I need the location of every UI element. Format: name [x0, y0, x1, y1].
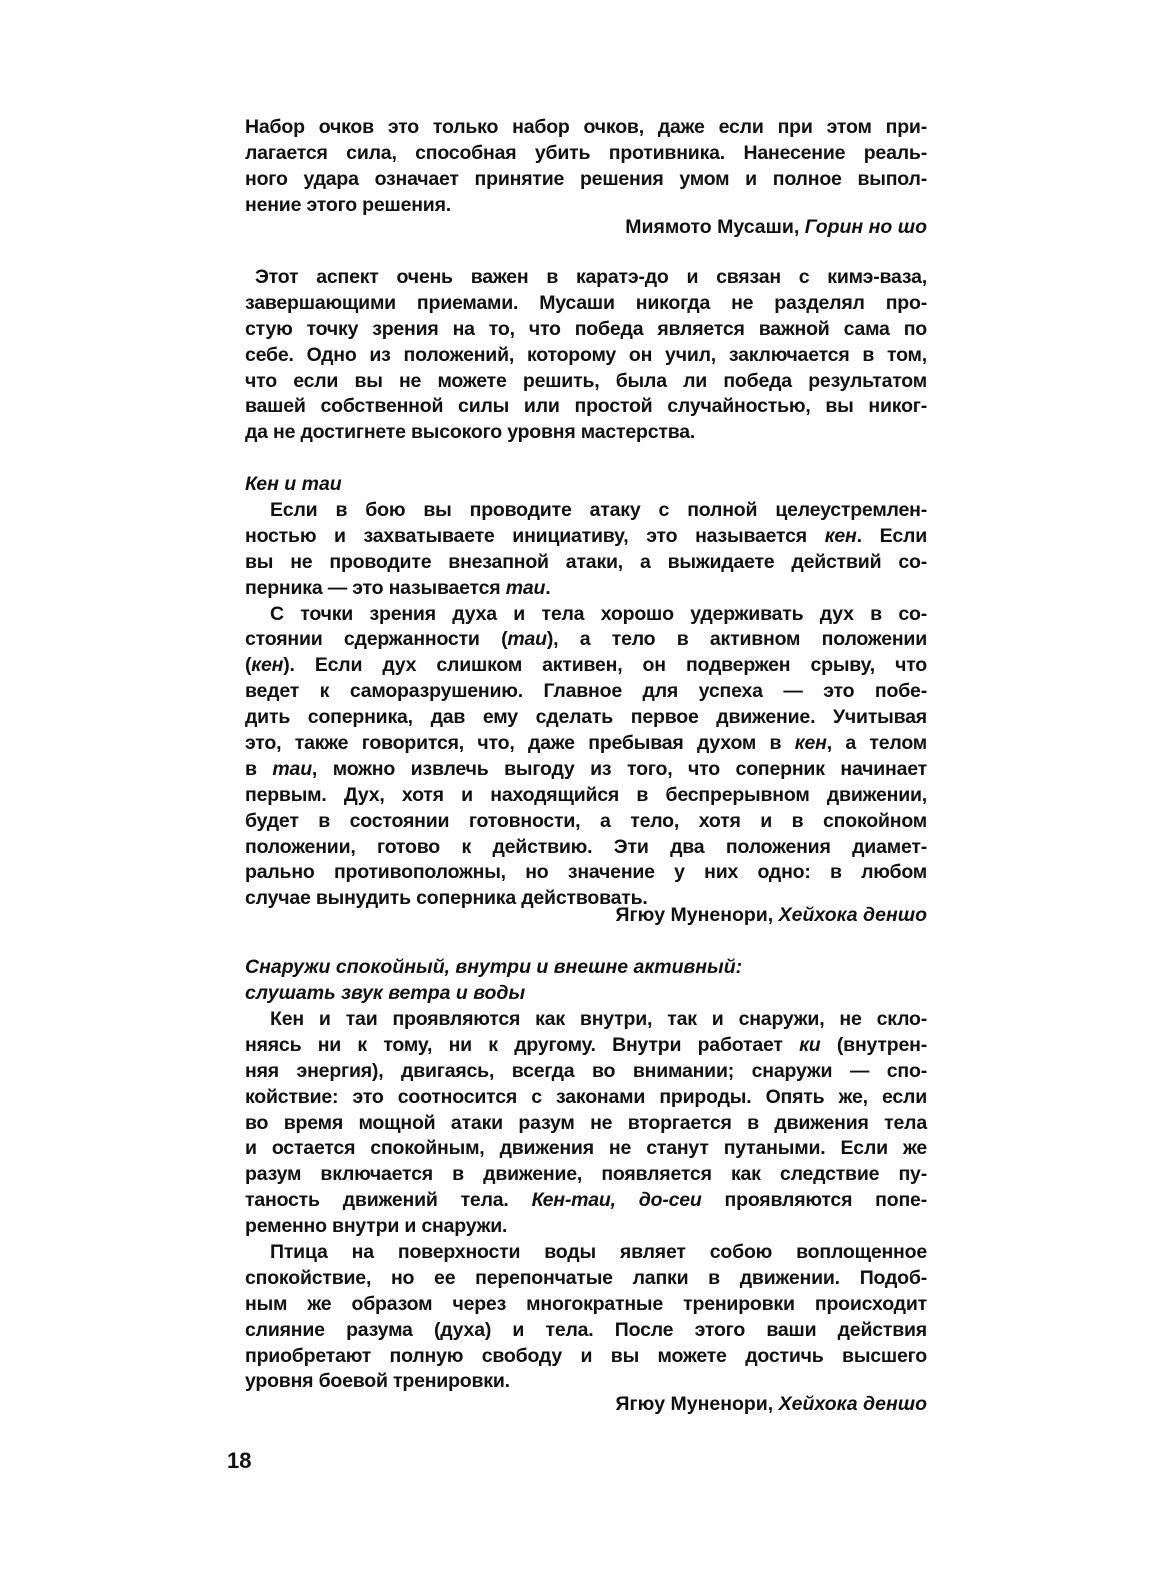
- text-segment: С точки зрения духа и тела хорошо удерживать дух в со-: [270, 602, 927, 625]
- author: Ягюу Муненори,: [615, 904, 779, 926]
- text-line: [245, 115, 927, 141]
- text-segment: , можно извлечь выгоду из того, что соперник начинает: [311, 757, 927, 780]
- text-segment: , а телом: [826, 732, 927, 755]
- text-line: [245, 1136, 927, 1162]
- text-segment: Этот аспект очень важен в каратэ-до и связан с кимэ-ваза,: [255, 266, 927, 288]
- text-segment: няя энергия), двигаясь, всегда во внимании; снаружи — спо-: [245, 1059, 927, 1082]
- text-segment: рально противоположны, но значение у них одно: в любом: [245, 861, 927, 884]
- text-segment: приобретают полную свободу и вы можете достичь высшего: [245, 1344, 927, 1367]
- text-line: [245, 141, 927, 167]
- text-line: [245, 1344, 927, 1370]
- text-line: [245, 369, 927, 395]
- text-line: [245, 1007, 927, 1033]
- italic-term: кен: [251, 654, 284, 677]
- text-segment: Птица на поверхности воды являет собою воплощенное: [270, 1241, 927, 1264]
- text-segment: в: [245, 757, 273, 780]
- text-segment: Набор очков это только набор очков, даже если при этом при-: [245, 116, 927, 138]
- text-segment: и остается спокойным, движения не станут путаными. Если же: [245, 1137, 927, 1160]
- italic-term: Кен-таи, до-сеи: [531, 1189, 702, 1212]
- text-segment: слушать звук ветра и воды: [245, 981, 526, 1004]
- text-segment: ведет к саморазрушению. Главное для успеха — это побе-: [245, 680, 927, 703]
- text-segment: (внутрен-: [820, 1033, 927, 1056]
- text-line: [245, 731, 927, 757]
- text-segment: завершающими приемами. Мусаши никогда не разделял про-: [245, 291, 927, 314]
- text-line: [245, 1111, 927, 1137]
- text-segment: будет в состоянии готовности, а тело, хотя и в спокойном: [245, 809, 927, 832]
- text-line: [245, 981, 742, 1007]
- epigraph-attribution: [625, 216, 927, 239]
- text-segment: вы не проводите внезапной атаки, а выжидаете действий со-: [245, 550, 927, 573]
- text-line: [245, 835, 927, 861]
- text-segment: таность движений тела.: [245, 1189, 532, 1212]
- text-segment: себе. Одно из положений, которому он учил, заключается в том,: [245, 343, 927, 366]
- text-segment: Если в бою вы проводите атаку с полной целеустремлен-: [270, 499, 927, 521]
- text-line: [245, 576, 927, 602]
- text-line: [245, 783, 927, 809]
- italic-term: таи: [507, 628, 547, 651]
- text-line: [245, 317, 927, 343]
- epigraph: [245, 115, 927, 219]
- text-line: [245, 757, 927, 783]
- text-line: [245, 420, 927, 446]
- text-line: [245, 1292, 927, 1318]
- text-line: [245, 291, 927, 317]
- text-segment: ного удара означает принятие решения умом и полное выпол-: [245, 167, 927, 190]
- text-segment: это, также говорится, что, даже пребывая духом в: [245, 732, 795, 755]
- text-line: [245, 193, 927, 219]
- text-segment: перника — это называется: [245, 576, 506, 599]
- text-line: [245, 167, 927, 193]
- section-body: [245, 1007, 927, 1395]
- text-segment: няясь ни к тому, ни к другому. Внутри работает: [245, 1033, 800, 1056]
- source-title: Хейхока деншо: [778, 1393, 927, 1415]
- source-title: Горин но шо: [804, 216, 927, 238]
- text-segment: койствие: это соотносится с законами природы. Опять же, если: [245, 1085, 927, 1108]
- text-line: [245, 1266, 927, 1292]
- text-line: [245, 679, 927, 705]
- text-segment: . Если: [856, 524, 927, 547]
- italic-term: таи: [505, 576, 546, 599]
- text-line: [245, 394, 927, 420]
- text-segment: нение этого решения.: [245, 193, 451, 216]
- text-segment: положении, готово к действию. Эти два положения диамет-: [245, 835, 927, 858]
- italic-term: кен: [794, 732, 827, 755]
- text-line: [245, 1033, 927, 1059]
- text-segment: .: [545, 576, 551, 599]
- text-line: [245, 809, 927, 835]
- text-segment: ным же образом через многократные тренировки происходит: [245, 1292, 927, 1315]
- text-segment: во время мощной атаки разум не вторгается в движения тела: [245, 1111, 927, 1134]
- page-number: 18: [227, 1448, 252, 1473]
- text-line: [245, 860, 927, 886]
- text-line: [245, 472, 342, 498]
- text-segment: стую точку зрения на то, что победа является важной сама по: [245, 317, 927, 340]
- text-line: [245, 550, 927, 576]
- text-segment: вашей собственной силы или простой случайностью, вы никог-: [245, 395, 927, 418]
- text-line: [245, 1240, 927, 1266]
- text-segment: ). Если дух слишком активен, он подвержен срыву, что: [283, 654, 927, 677]
- text-segment: лагается сила, способная убить противника. Нанесение реаль-: [245, 141, 927, 164]
- text-line: [245, 524, 927, 550]
- text-line: [245, 498, 927, 524]
- text-segment: Кен и таи: [245, 473, 342, 495]
- text-line: [245, 705, 927, 731]
- text-segment: ременно внутри и снаружи.: [245, 1215, 508, 1238]
- text-line: [245, 343, 927, 369]
- text-segment: (: [245, 654, 252, 677]
- section-heading: [245, 472, 342, 498]
- text-line: [245, 1059, 927, 1085]
- text-segment: дить соперника, дав ему сделать первое движение. Учитывая: [245, 706, 927, 729]
- text-line: [245, 955, 742, 981]
- text-segment: уровня боевой тренировки.: [245, 1370, 510, 1393]
- italic-term: таи: [272, 757, 312, 780]
- source-title: Хейхока деншо: [778, 904, 927, 926]
- italic-term: ки: [799, 1033, 821, 1056]
- text-segment: что если вы не можете решить, была ли победа результатом: [245, 369, 927, 392]
- text-line: [245, 1318, 927, 1344]
- text-segment: ), а тело в активном положении: [546, 628, 928, 651]
- text-line: [245, 265, 927, 291]
- author: Миямото Мусаши,: [625, 216, 805, 238]
- text-line: [245, 1085, 927, 1111]
- section-body: [245, 498, 927, 912]
- text-segment: спокойствие, но ее перепончатые лапки в движении. Подоб-: [245, 1266, 927, 1289]
- text-line: [245, 1214, 927, 1240]
- text-segment: первым. Дух, хотя и находящийся в беспрерывном движении,: [245, 783, 927, 806]
- text-line: [245, 1188, 927, 1214]
- section-attribution: [615, 1393, 927, 1416]
- text-segment: случае вынудить соперника действовать.: [245, 887, 648, 910]
- text-line: [245, 602, 927, 628]
- text-segment: да не достигнете высокого уровня мастерства.: [245, 421, 696, 444]
- section-heading: [245, 955, 742, 1007]
- section-attribution: [615, 904, 927, 927]
- text-line: [245, 653, 927, 679]
- text-line: [245, 1369, 927, 1395]
- italic-term: кен: [824, 524, 857, 547]
- text-segment: разум включается в движение, появляется как следствие пу-: [245, 1163, 927, 1186]
- text-segment: Кен и таи проявляются как внутри, так и снаружи, не скло-: [270, 1008, 927, 1030]
- text-segment: Снаружи спокойный, внутри и внешне активный:: [245, 956, 743, 978]
- text-line: [245, 1162, 927, 1188]
- text-segment: слияние разума (духа) и тела. После этого ваши действия: [245, 1318, 927, 1341]
- author: Ягюу Муненори,: [615, 1393, 779, 1415]
- text-line: [245, 627, 927, 653]
- text-segment: стоянии сдержанности (: [245, 628, 508, 651]
- paragraph: [245, 265, 927, 446]
- text-segment: ностью и захватываете инициативу, это называется: [245, 524, 825, 547]
- text-segment: проявляются попе-: [701, 1189, 927, 1212]
